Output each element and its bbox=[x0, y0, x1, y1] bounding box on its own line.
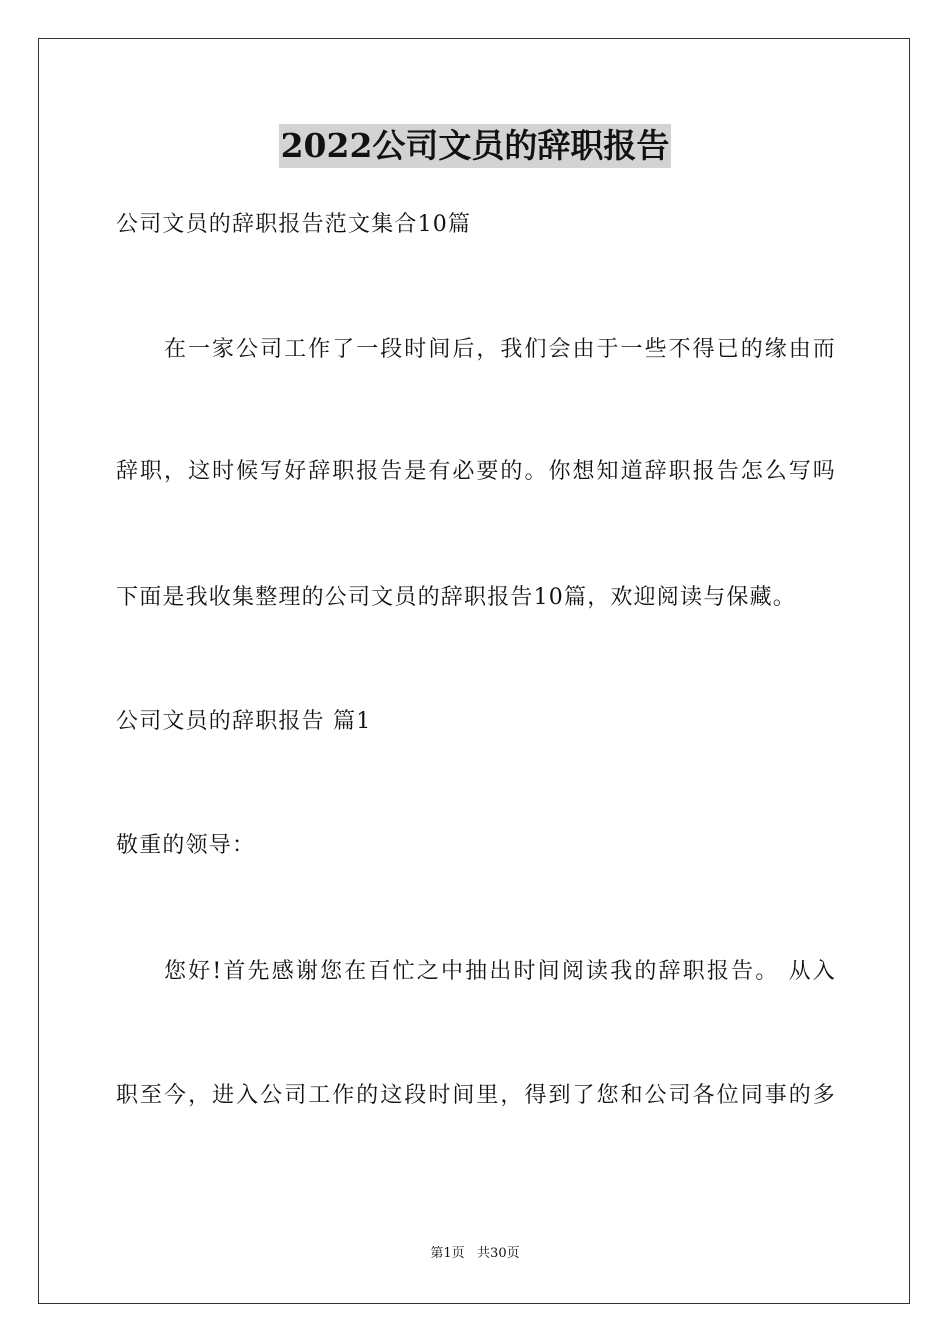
document-subtitle: 公司文员的辞职报告范文集合10篇 bbox=[116, 212, 472, 237]
title-container bbox=[0, 124, 950, 168]
paragraph-line-2: 辞职，这时候写好辞职报告是有必要的。你想知道辞职报告怎么写吗 bbox=[116, 459, 836, 484]
paragraph-line-5: 职至今，进入公司工作的这段时间里，得到了您和公司各位同事的多 bbox=[116, 1083, 836, 1108]
paragraph-line-1: 在一家公司工作了一段时间后，我们会由于一些不得已的缘由而 bbox=[164, 337, 836, 362]
paragraph-line-4: 您好!首先感谢您在百忙之中抽出时间阅读我的辞职报告。 从入 bbox=[164, 959, 836, 984]
section-heading: 公司文员的辞职报告 篇1 bbox=[116, 709, 372, 734]
page-footer bbox=[0, 1244, 950, 1264]
document-title: 2022公司文员的辞职报告 bbox=[279, 124, 672, 168]
salutation: 敬重的领导： bbox=[116, 833, 256, 858]
paragraph-line-3: 下面是我收集整理的公司文员的辞职报告10篇，欢迎阅读与保藏。 bbox=[116, 585, 796, 610]
page-number: 第1页 共30页 bbox=[430, 1246, 520, 1261]
